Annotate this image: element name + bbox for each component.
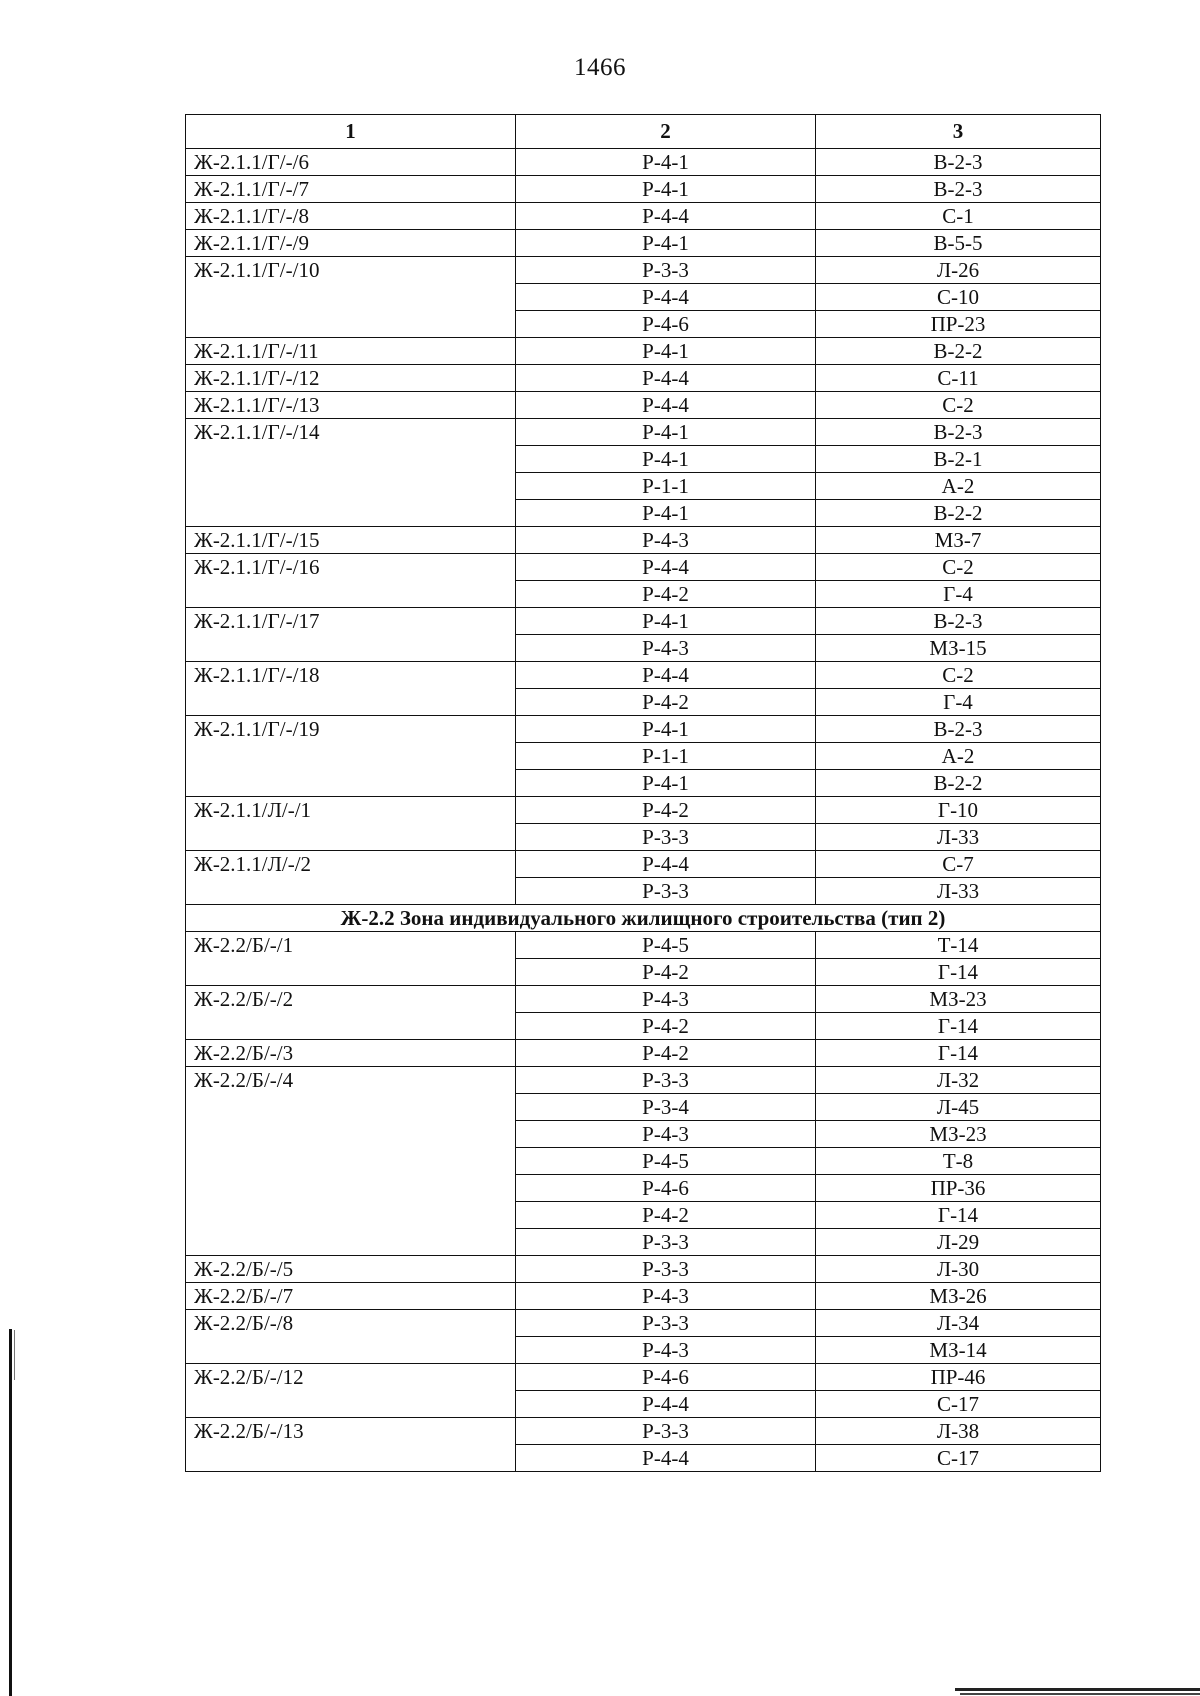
zone-code-cell: Ж-2.2/Б/-/4 (186, 1067, 516, 1256)
zone-code-cell: Ж-2.1.1/Г/-/6 (186, 149, 516, 176)
object-code-cell: С-1 (816, 203, 1101, 230)
zone-code-cell: Ж-2.2/Б/-/12 (186, 1364, 516, 1418)
regulation-code-cell: Р-4-4 (516, 392, 816, 419)
object-code-cell: МЗ-14 (816, 1337, 1101, 1364)
object-code-cell: Т-8 (816, 1148, 1101, 1175)
table-row (186, 527, 1101, 554)
regulation-code-cell: Р-4-2 (516, 1013, 816, 1040)
table-row (186, 1040, 1101, 1067)
table-row (186, 230, 1101, 257)
regulation-code-cell: Р-3-3 (516, 824, 816, 851)
regulation-code-cell: Р-4-6 (516, 311, 816, 338)
object-code-cell: С-2 (816, 662, 1101, 689)
table-row (186, 554, 1101, 581)
object-code-cell: С-17 (816, 1445, 1101, 1472)
regulation-code-cell: Р-1-1 (516, 473, 816, 500)
object-code-cell: Т-14 (816, 932, 1101, 959)
object-code-cell: ПР-46 (816, 1364, 1101, 1391)
object-code-cell: С-2 (816, 392, 1101, 419)
regulation-code-cell: Р-4-4 (516, 1445, 816, 1472)
object-code-cell: Л-33 (816, 824, 1101, 851)
regulation-code-cell: Р-4-2 (516, 581, 816, 608)
object-code-cell: В-2-3 (816, 149, 1101, 176)
zone-code-cell: Ж-2.2/Б/-/1 (186, 932, 516, 986)
table-row (186, 1418, 1101, 1445)
object-code-cell: МЗ-23 (816, 986, 1101, 1013)
object-code-cell: В-2-3 (816, 608, 1101, 635)
regulation-code-cell: Р-4-5 (516, 932, 816, 959)
header-row (186, 115, 1101, 149)
zone-code-cell: Ж-2.1.1/Г/-/8 (186, 203, 516, 230)
zone-code-cell: Ж-2.1.1/Г/-/7 (186, 176, 516, 203)
object-code-cell: Л-34 (816, 1310, 1101, 1337)
regulation-code-cell: Р-4-3 (516, 527, 816, 554)
table-row (186, 716, 1101, 743)
table-row (186, 797, 1101, 824)
regulation-code-cell: Р-4-1 (516, 608, 816, 635)
table-row (186, 1310, 1101, 1337)
object-code-cell: В-2-3 (816, 419, 1101, 446)
regulation-code-cell: Р-4-2 (516, 1202, 816, 1229)
regulation-code-cell: Р-3-3 (516, 257, 816, 284)
regulation-code-cell: Р-4-6 (516, 1364, 816, 1391)
object-code-cell: Л-33 (816, 878, 1101, 905)
table-row (186, 392, 1101, 419)
regulation-code-cell: Р-3-4 (516, 1094, 816, 1121)
object-code-cell: МЗ-23 (816, 1121, 1101, 1148)
table-row (186, 176, 1101, 203)
object-code-cell: В-2-2 (816, 500, 1101, 527)
page-number: 1466 (574, 54, 626, 81)
regulation-code-cell: Р-4-4 (516, 203, 816, 230)
zone-table (185, 114, 1101, 1472)
regulation-code-cell: Р-4-2 (516, 797, 816, 824)
section-title: Ж-2.2 Зона индивидуального жилищного строительства (тип 2) (186, 905, 1101, 932)
regulation-code-cell: Р-4-1 (516, 500, 816, 527)
regulation-code-cell: Р-4-3 (516, 986, 816, 1013)
section-row (186, 905, 1101, 932)
object-code-cell: Г-4 (816, 581, 1101, 608)
regulation-code-cell: Р-4-1 (516, 770, 816, 797)
zone-code-cell: Ж-2.2/Б/-/13 (186, 1418, 516, 1472)
object-code-cell: А-2 (816, 743, 1101, 770)
zone-code-cell: Ж-2.2/Б/-/5 (186, 1256, 516, 1283)
regulation-code-cell: Р-4-1 (516, 419, 816, 446)
column-header-2: 2 (516, 115, 816, 149)
object-code-cell: С-2 (816, 554, 1101, 581)
object-code-cell: Г-4 (816, 689, 1101, 716)
regulation-code-cell: Р-4-3 (516, 1337, 816, 1364)
scan-margin-line-thin (14, 1330, 15, 1380)
zone-code-cell: Ж-2.2/Б/-/8 (186, 1310, 516, 1364)
object-code-cell: Л-26 (816, 257, 1101, 284)
object-code-cell: МЗ-7 (816, 527, 1101, 554)
regulation-code-cell: Р-3-3 (516, 878, 816, 905)
regulation-code-cell: Р-3-3 (516, 1067, 816, 1094)
zone-code-cell: Ж-2.1.1/Г/-/19 (186, 716, 516, 797)
zone-code-cell: Ж-2.1.1/Г/-/12 (186, 365, 516, 392)
table-row (186, 1283, 1101, 1310)
regulation-code-cell: Р-4-2 (516, 1040, 816, 1067)
zone-code-cell: Ж-2.1.1/Л/-/1 (186, 797, 516, 851)
regulation-code-cell: Р-4-4 (516, 365, 816, 392)
zone-code-cell: Ж-2.2/Б/-/7 (186, 1283, 516, 1310)
scan-corner-mark-secondary (960, 1693, 1200, 1695)
column-header-3: 3 (816, 115, 1101, 149)
regulation-code-cell: Р-4-4 (516, 851, 816, 878)
table-body (186, 149, 1101, 1472)
regulation-code-cell: Р-4-1 (516, 230, 816, 257)
object-code-cell: В-2-2 (816, 338, 1101, 365)
regulation-code-cell: Р-4-3 (516, 1283, 816, 1310)
table-row (186, 257, 1101, 284)
regulation-code-cell: Р-3-3 (516, 1256, 816, 1283)
table-row (186, 1067, 1101, 1094)
regulation-code-cell: Р-4-4 (516, 662, 816, 689)
object-code-cell: Л-29 (816, 1229, 1101, 1256)
regulation-code-cell: Р-4-6 (516, 1175, 816, 1202)
regulation-code-cell: Р-4-4 (516, 1391, 816, 1418)
zone-code-cell: Ж-2.2/Б/-/2 (186, 986, 516, 1040)
table-row (186, 608, 1101, 635)
regulation-code-cell: Р-4-4 (516, 284, 816, 311)
zone-code-cell: Ж-2.1.1/Г/-/9 (186, 230, 516, 257)
regulation-code-cell: Р-4-4 (516, 554, 816, 581)
object-code-cell: С-10 (816, 284, 1101, 311)
regulation-code-cell: Р-4-1 (516, 716, 816, 743)
regulation-code-cell: Р-4-2 (516, 959, 816, 986)
scan-margin-line (9, 1329, 12, 1696)
table-row (186, 986, 1101, 1013)
table-row (186, 851, 1101, 878)
zone-code-cell: Ж-2.1.1/Г/-/15 (186, 527, 516, 554)
zone-code-cell: Ж-2.1.1/Г/-/10 (186, 257, 516, 338)
column-header-1: 1 (186, 115, 516, 149)
regulation-code-cell: Р-4-5 (516, 1148, 816, 1175)
object-code-cell: ПР-23 (816, 311, 1101, 338)
regulation-code-cell: Р-4-1 (516, 176, 816, 203)
object-code-cell: Г-14 (816, 1040, 1101, 1067)
object-code-cell: С-11 (816, 365, 1101, 392)
object-code-cell: Г-14 (816, 1013, 1101, 1040)
regulation-code-cell: Р-4-1 (516, 338, 816, 365)
regulation-code-cell: Р-3-3 (516, 1310, 816, 1337)
regulation-code-cell: Р-4-3 (516, 1121, 816, 1148)
object-code-cell: В-2-1 (816, 446, 1101, 473)
zone-code-cell: Ж-2.1.1/Л/-/2 (186, 851, 516, 905)
regulation-code-cell: Р-4-2 (516, 689, 816, 716)
table-row (186, 419, 1101, 446)
object-code-cell: Л-45 (816, 1094, 1101, 1121)
table-row (186, 1364, 1101, 1391)
object-code-cell: Л-30 (816, 1256, 1101, 1283)
table-row (186, 365, 1101, 392)
zone-code-cell: Ж-2.1.1/Г/-/17 (186, 608, 516, 662)
object-code-cell: Л-38 (816, 1418, 1101, 1445)
object-code-cell: Г-10 (816, 797, 1101, 824)
regulation-code-cell: Р-4-3 (516, 635, 816, 662)
zone-code-cell: Ж-2.1.1/Г/-/18 (186, 662, 516, 716)
table-header (186, 115, 1101, 149)
object-code-cell: МЗ-15 (816, 635, 1101, 662)
table-row (186, 203, 1101, 230)
object-code-cell: Л-32 (816, 1067, 1101, 1094)
zone-code-cell: Ж-2.1.1/Г/-/16 (186, 554, 516, 608)
object-code-cell: ПР-36 (816, 1175, 1101, 1202)
object-code-cell: С-17 (816, 1391, 1101, 1418)
regulation-code-cell: Р-3-3 (516, 1229, 816, 1256)
regulation-code-cell: Р-3-3 (516, 1418, 816, 1445)
object-code-cell: МЗ-26 (816, 1283, 1101, 1310)
table-row (186, 149, 1101, 176)
object-code-cell: В-2-3 (816, 176, 1101, 203)
table-row (186, 662, 1101, 689)
zone-code-cell: Ж-2.1.1/Г/-/11 (186, 338, 516, 365)
table-row (186, 338, 1101, 365)
object-code-cell: Г-14 (816, 959, 1101, 986)
regulation-code-cell: Р-4-1 (516, 149, 816, 176)
zone-code-cell: Ж-2.1.1/Г/-/13 (186, 392, 516, 419)
object-code-cell: В-2-3 (816, 716, 1101, 743)
object-code-cell: В-5-5 (816, 230, 1101, 257)
regulation-code-cell: Р-4-1 (516, 446, 816, 473)
scan-corner-mark (955, 1688, 1200, 1691)
zone-code-cell: Ж-2.2/Б/-/3 (186, 1040, 516, 1067)
table-row (186, 932, 1101, 959)
object-code-cell: С-7 (816, 851, 1101, 878)
object-code-cell: А-2 (816, 473, 1101, 500)
zone-code-cell: Ж-2.1.1/Г/-/14 (186, 419, 516, 527)
object-code-cell: Г-14 (816, 1202, 1101, 1229)
table-row (186, 1256, 1101, 1283)
object-code-cell: В-2-2 (816, 770, 1101, 797)
regulation-code-cell: Р-1-1 (516, 743, 816, 770)
